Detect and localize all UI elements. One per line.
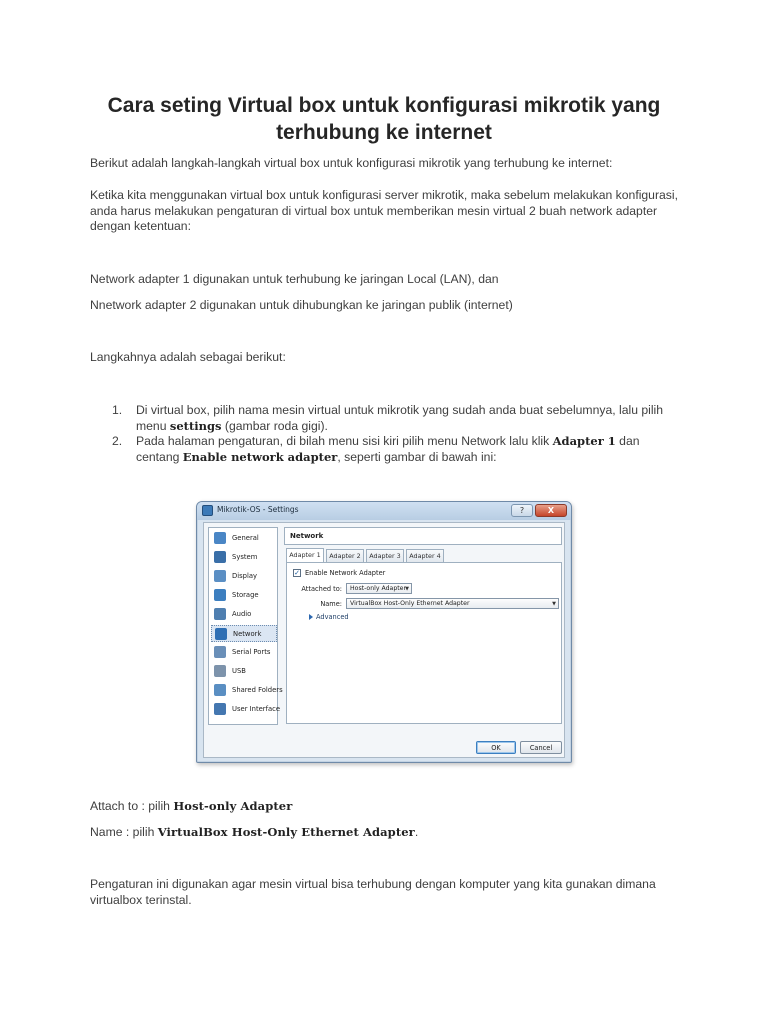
system-icon [214, 551, 226, 563]
sidebar-item-usb[interactable] [211, 663, 277, 680]
list-text: Di virtual box, pilih nama mesin virtual untuk mikrotik yang sudah anda buat sebelumnya, lalu pilih menu settings (gambar roda gigi). [136, 403, 664, 433]
enable-adapter-label: Enable Network Adapter [305, 569, 386, 577]
storage-icon [214, 589, 226, 601]
dialog-title: Mikrotik-OS - Settings [217, 505, 299, 514]
adapter-name-select[interactable]: VirtualBox Host-Only Ethernet Adapter ▼ [346, 598, 559, 609]
sidebar-item-label: USB [232, 667, 246, 675]
expand-triangle-icon [309, 614, 313, 620]
user-interface-icon [214, 703, 226, 715]
paragraph-requirements: Ketika kita menggunakan virtual box untuk konfigurasi server mikrotik, maka sebelum melakukan konfigurasi, anda harus melakukan pengaturan di virtual box untuk memberikan mesin virtual 2 buah network adapter dengan ketentuan: [90, 188, 678, 233]
serial-ports-icon [214, 646, 226, 658]
virtualbox-icon [202, 505, 213, 516]
adapter-2-note: Nnetwork adapter 2 digunakan untuk dihubungkan ke jaringan publik (internet) [90, 298, 513, 312]
sidebar-item-network[interactable] [211, 625, 277, 642]
list-number: 1. [112, 403, 123, 417]
enable-adapter-checkbox[interactable]: ✓ [294, 569, 300, 577]
audio-icon [214, 608, 226, 620]
sidebar-item-user-interface[interactable] [211, 701, 281, 718]
attach-to-note: Attach to : pilih Host-only Adapter [90, 799, 293, 813]
intro-paragraph: Berikut adalah langkah-langkah virtual box untuk konfigurasi mikrotik yang terhubung ke internet: [90, 156, 613, 170]
advanced-expander[interactable]: Advanced [309, 613, 349, 621]
closing-paragraph: Pengaturan ini digunakan agar mesin virtual bisa terhubung dengan komputer yang kita gunakan dimana virtualbox terinstal. [90, 877, 656, 907]
adapter-1-note: Network adapter 1 digunakan untuk terhubung ke jaringan Local (LAN), dan [90, 272, 499, 286]
sidebar-item-audio[interactable] [211, 606, 277, 623]
tab-adapter-4[interactable]: Adapter 4 [406, 549, 444, 562]
attached-to-select[interactable]: Host-only Adapter ▼ [346, 583, 412, 594]
sidebar-item-system[interactable] [211, 549, 277, 566]
list-text: Pada halaman pengaturan, di bilah menu sisi kiri pilih menu Network lalu klik Adapter 1 dan centang Enable network adapter, seperti gambar di bawah ini: [136, 434, 640, 464]
name-note: Name : pilih VirtualBox Host-Only Ethernet Adapter. [90, 825, 419, 839]
tab-adapter-1[interactable]: Adapter 1 [286, 548, 324, 562]
dropdown-arrow-icon: ▼ [552, 601, 556, 607]
dialog-body [203, 522, 565, 758]
sidebar-item-label: Network [233, 630, 262, 638]
sidebar-item-label: Shared Folders [232, 686, 283, 694]
display-icon [214, 570, 226, 582]
general-icon [214, 532, 226, 544]
close-button[interactable]: X [535, 504, 567, 517]
dialog-titlebar [197, 502, 571, 520]
sidebar-item-label: Storage [232, 591, 259, 599]
panel-header [284, 527, 562, 545]
network-icon [215, 628, 227, 640]
usb-icon [214, 665, 226, 677]
sidebar-item-label: System [232, 553, 258, 561]
attached-to-label: Attached to: [301, 585, 342, 593]
settings-dialog-screenshot [196, 501, 572, 763]
sidebar-item-storage[interactable] [211, 587, 277, 604]
ok-button[interactable]: OK [476, 741, 516, 754]
help-button[interactable]: ? [511, 504, 533, 517]
sidebar-item-label: Display [232, 572, 258, 580]
adapter-1-page [286, 562, 562, 724]
sidebar-item-display[interactable] [211, 568, 277, 585]
sidebar-item-general[interactable] [211, 530, 277, 547]
sidebar-item-serial-ports[interactable] [211, 644, 277, 661]
sidebar-item-label: General [232, 534, 259, 542]
tab-adapter-3[interactable]: Adapter 3 [366, 549, 404, 562]
shared-folders-icon [214, 684, 226, 696]
sidebar-item-label: Audio [232, 610, 252, 618]
sidebar-item-shared-folders[interactable] [211, 682, 283, 699]
cancel-button[interactable]: Cancel [520, 741, 562, 754]
settings-sidebar [208, 527, 283, 725]
list-number: 2. [112, 434, 123, 448]
panel-title: Network [290, 532, 324, 540]
sidebar-item-label: User Interface [232, 705, 281, 713]
name-label: Name: [320, 600, 342, 608]
steps-intro: Langkahnya adalah sebagai berikut: [90, 350, 286, 364]
sidebar-item-label: Serial Ports [232, 648, 271, 656]
tab-adapter-2[interactable]: Adapter 2 [326, 549, 364, 562]
dropdown-arrow-icon: ▼ [405, 586, 409, 592]
page-title: Cara seting Virtual box untuk konfigurasi mikrotik yang terhubung ke internet [107, 94, 661, 144]
